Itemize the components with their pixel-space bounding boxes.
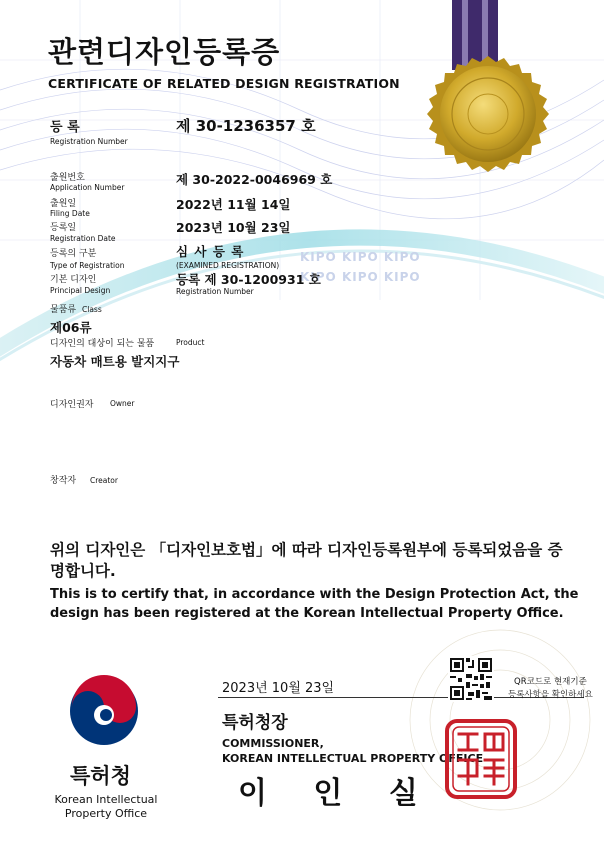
class-value: 제06류	[50, 320, 92, 335]
commissioner-title: 특허청장	[222, 713, 288, 733]
commissioner-signature: 이 인 실	[238, 776, 436, 811]
creator-label-en: Creator	[90, 476, 118, 485]
certificate-subtitle: CERTIFICATE OF RELATED DESIGN REGISTRATION	[48, 76, 400, 91]
product-label-en: Product	[176, 338, 205, 347]
registration-label: 등 록	[50, 120, 80, 135]
issue-date: 2023년 10월 23일	[222, 681, 335, 696]
registration-date: 2023년 10월 23일	[176, 220, 291, 235]
filing-date: 2022년 11월 14일	[176, 197, 291, 212]
commissioner-line: KOREAN INTELLECTUAL PROPERTY OFFICE	[222, 752, 484, 765]
principal-design-label-en: Principal Design	[50, 286, 111, 295]
certificate-title: 관련디자인등록증	[48, 35, 281, 69]
registration-type-en: (EXAMINED REGISTRATION)	[176, 261, 280, 270]
qr-note-line: QR코드로 현재기준	[514, 677, 587, 687]
principal-design-label: 기본 디자인	[50, 275, 97, 285]
principal-design-number-en: Registration Number	[176, 287, 254, 296]
registration-date-label-en: Registration Date	[50, 234, 116, 243]
filing-label: 출원일	[50, 199, 77, 209]
registration-type-label: 등록의 구분	[50, 249, 97, 259]
qr-code-icon[interactable]	[448, 656, 494, 702]
kipo-watermark: KIPO KIPO KIPO	[300, 270, 421, 284]
official-seal-icon	[444, 718, 518, 800]
filing-label-en: Filing Date	[50, 209, 90, 218]
product-value: 자동차 매트용 발지지구	[50, 354, 180, 369]
statement-korean: 위의 디자인은 「디자인보호법」에 따라 디자인등록원부에 등록되었음을 증명합니다.	[50, 541, 563, 580]
registration-date-label: 등록일	[50, 223, 77, 233]
registration-label-en: Registration Number	[50, 137, 128, 146]
product-label: 디자인의 대상이 되는 물품	[50, 339, 155, 349]
kipo-name-line: Property Office	[64, 807, 148, 820]
kipo-name-korean: 특허청	[70, 764, 131, 788]
kipo-taeguk-logo-icon	[68, 675, 140, 747]
qr-note-line: 등록사항을 확인하세요	[508, 690, 593, 700]
owner-label: 디자인권자	[50, 400, 94, 410]
kipo-watermark: KIPO KIPO KIPO	[300, 250, 421, 264]
registration-type-label-en: Type of Registration	[50, 261, 125, 270]
qr-note	[508, 676, 593, 702]
statement-english: This is to certify that, in accordance with the Design Protection Act, the design has been registered at the Korean Intellectual Property Office.	[50, 587, 579, 621]
registration-number: 제 30-1236357 호	[176, 117, 316, 135]
kipo-name-line: Korean Intellectual	[54, 793, 158, 806]
commissioner-line: COMMISSIONER,	[222, 737, 324, 750]
owner-label-en: Owner	[110, 399, 135, 408]
principal-design-number: 등록 제 30-1200931 호	[176, 272, 321, 287]
registration-type: 심 사 등 록	[176, 244, 245, 259]
kipo-name-english	[52, 793, 160, 821]
application-label: 출원번호	[50, 173, 85, 183]
creator-label: 창작자	[50, 476, 77, 486]
class-label-en: Class	[82, 305, 102, 314]
class-label: 물품류	[50, 305, 77, 315]
application-number: 제 30-2022-0046969 호	[176, 172, 333, 187]
application-label-en: Application Number	[50, 183, 125, 192]
gold-seal-icon	[427, 56, 549, 172]
